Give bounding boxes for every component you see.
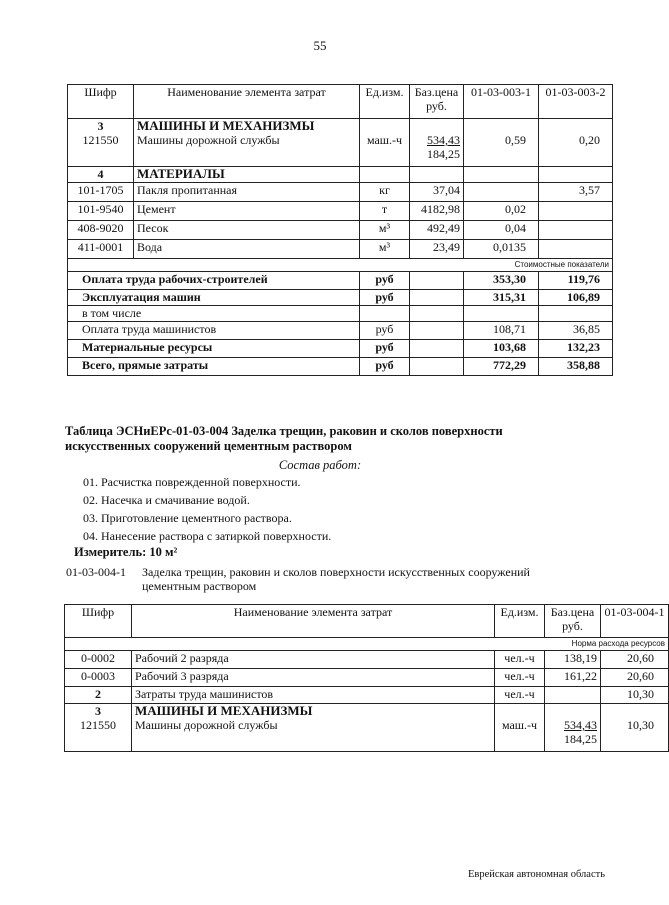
resource-price: 138,19 (545, 651, 601, 669)
section-row (68, 167, 613, 183)
section-number: 2 (65, 687, 132, 704)
resource-price: 23,49 (410, 240, 464, 259)
resource-name: Рабочий 3 разряда (132, 669, 495, 687)
resource-unit: м³ (360, 221, 410, 240)
resource-code: 121550 (82, 133, 119, 147)
resource-price: 492,49 (410, 221, 464, 240)
section-title: МАТЕРИАЛЫ (134, 167, 360, 183)
header-code: Шифр (65, 605, 132, 638)
value-col2: 0,20 (579, 133, 600, 147)
cost-name: Материальные ресурсы (68, 340, 360, 358)
value-col1: 108,71 (464, 322, 539, 340)
resource-name: Машины дорожной службы (135, 718, 278, 732)
resource-table-01-03-004 (64, 604, 669, 752)
resource-name: Вода (134, 240, 360, 259)
resource-code: 101-9540 (68, 202, 134, 221)
resource-code: 0-0003 (65, 669, 132, 687)
resource-name: Машины дорожной службы (137, 133, 280, 147)
resource-code: 408-9020 (68, 221, 134, 240)
value-col1: 10,30 (627, 718, 654, 732)
resource-name: Песок (134, 221, 360, 240)
norm-header: Норма расхода ресурсов (65, 638, 669, 651)
works-composition-title: Состав работ: (278, 458, 362, 472)
table-header-row (68, 85, 613, 119)
cost-total-row (68, 358, 613, 376)
resource-price: 534,43 (564, 718, 597, 732)
item-code: 01-03-004-1 (66, 565, 126, 579)
table-header-row (65, 605, 669, 638)
resource-code: 121550 (80, 718, 116, 732)
cost-name: Оплата труда машинистов (68, 322, 360, 340)
cost-name: Эксплуатация машин (68, 290, 360, 306)
cost-name: Всего, прямые затраты (68, 358, 360, 376)
cost-indicators-header: Стоимостные показатели (68, 259, 613, 272)
header-name: Наименование элемента затрат (134, 85, 360, 119)
value-col2: 132,23 (539, 340, 613, 358)
cost-indicators-header-row (68, 259, 613, 272)
value-col1: 353,30 (464, 272, 539, 290)
value-col1: 0,0135 (464, 240, 539, 259)
cost-name: Оплата труда рабочих-строителей (68, 272, 360, 290)
resource-code: 101-1705 (68, 183, 134, 202)
value-col2 (539, 202, 613, 221)
cost-unit: руб (360, 358, 410, 376)
table-row (65, 669, 669, 687)
value-col2: 106,89 (539, 290, 613, 306)
cost-row (68, 272, 613, 290)
value-col2 (539, 240, 613, 259)
resource-price: 161,22 (545, 669, 601, 687)
resource-name: Пакля пропитанная (134, 183, 360, 202)
header-col2: 01-03-003-2 (539, 85, 613, 119)
value-col2: 36,85 (539, 322, 613, 340)
section-number: 3 (97, 119, 104, 133)
cost-unit: руб (360, 340, 410, 358)
cost-row (68, 290, 613, 306)
section-title: МАШИНЫ И МЕХАНИЗМЫ (135, 703, 313, 718)
value-col2: 358,88 (539, 358, 613, 376)
value-col1: 772,29 (464, 358, 539, 376)
table-row (68, 240, 613, 259)
value-col1: 10,30 (601, 687, 669, 704)
table-row (68, 183, 613, 202)
section-row (65, 704, 669, 752)
header-code: Шифр (68, 85, 134, 119)
value-col1: 0,59 (505, 133, 526, 147)
value-col1: 103,68 (464, 340, 539, 358)
value-col2 (539, 221, 613, 240)
value-col1: 20,60 (601, 669, 669, 687)
resource-unit: кг (360, 183, 410, 202)
cost-including-label: в том числе (68, 306, 360, 322)
resource-code: 0-0002 (65, 651, 132, 669)
header-name: Наименование элемента затрат (132, 605, 495, 638)
section-row (68, 119, 613, 167)
table-title: Таблица ЭСНиЕРс-01-03-004 Заделка трещин, раковин и сколов поверхности искусственных сооружений цементным раствором (65, 424, 503, 453)
work-step: 02. Насечка и смачивание водой. (83, 493, 250, 507)
resource-unit: чел.-ч (495, 651, 545, 669)
resource-name: Цемент (134, 202, 360, 221)
cost-row (68, 306, 613, 322)
cost-unit: руб (360, 290, 410, 306)
section-row (65, 687, 669, 704)
value-col2: 3,57 (539, 183, 613, 202)
table-row (65, 651, 669, 669)
resource-price-secondary: 184,25 (564, 732, 597, 746)
resource-price: 4182,98 (410, 202, 464, 221)
item-description: Заделка трещин, раковин и сколов поверхности искусственных сооружений цементным раствором (142, 565, 530, 593)
value-col1: 20,60 (601, 651, 669, 669)
header-base-price: Баз.цена руб. (545, 605, 601, 638)
resource-price: 534,43 (427, 133, 460, 147)
header-base-price: Баз.цена руб. (410, 85, 464, 119)
resource-unit: маш.-ч (501, 718, 538, 732)
resource-name: Затраты труда машинистов (132, 687, 495, 704)
work-step: 03. Приготовление цементного раствора. (83, 511, 292, 525)
cost-unit: руб (360, 272, 410, 290)
value-col2: 119,76 (539, 272, 613, 290)
resource-unit: чел.-ч (495, 687, 545, 704)
section-number: 3 (95, 704, 101, 718)
header-col1: 01-03-003-1 (464, 85, 539, 119)
work-step: 04. Нанесение раствора с затиркой поверхности. (83, 529, 332, 543)
footer-region: Еврейская автономная область (468, 869, 605, 880)
section-title: МАШИНЫ И МЕХАНИЗМЫ (137, 118, 315, 133)
table-row (68, 202, 613, 221)
cost-row (68, 322, 613, 340)
resource-price: 37,04 (410, 183, 464, 202)
resource-code: 411-0001 (68, 240, 134, 259)
resource-unit: маш.-ч (366, 133, 403, 147)
value-col1: 0,04 (464, 221, 539, 240)
resource-unit: м³ (360, 240, 410, 259)
section-number: 4 (68, 167, 134, 183)
measurement-unit: Измеритель: 10 м² (74, 545, 178, 559)
resource-unit: т (360, 202, 410, 221)
header-col1: 01-03-004-1 (601, 605, 669, 638)
cost-row (68, 340, 613, 358)
table-row (68, 221, 613, 240)
page-number: 55 (313, 38, 327, 53)
resource-name: Рабочий 2 разряда (132, 651, 495, 669)
resource-unit: чел.-ч (495, 669, 545, 687)
cost-unit: руб (360, 322, 410, 340)
header-unit: Ед.изм. (495, 605, 545, 638)
value-col1: 315,31 (464, 290, 539, 306)
norm-header-row (65, 638, 669, 651)
header-unit: Ед.изм. (360, 85, 410, 119)
resource-price-secondary: 184,25 (427, 147, 460, 161)
resource-table-01-03-003 (67, 84, 613, 376)
value-col1: 0,02 (464, 202, 539, 221)
value-col1 (464, 183, 539, 202)
work-step: 01. Расчистка поврежденной поверхности. (83, 475, 301, 489)
